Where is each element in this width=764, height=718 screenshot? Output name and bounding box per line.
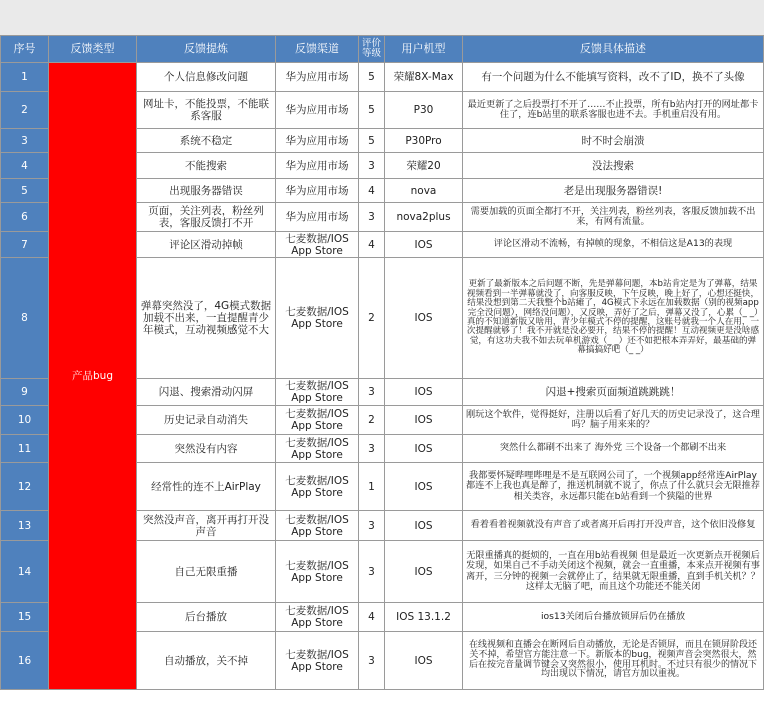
row-channel: 华为应用市场 — [276, 203, 359, 232]
row-index: 12 — [1, 463, 49, 511]
row-index: 8 — [1, 258, 49, 379]
row-index: 3 — [1, 129, 49, 153]
row-channel: 七麦数据/IOS App Store — [276, 258, 359, 379]
row-detail: 老是出现服务器错误! — [463, 179, 764, 203]
row-model: 荣耀8X-Max — [385, 63, 463, 92]
row-summary: 闪退、搜索滑动闪屏 — [137, 379, 276, 406]
row-model: P30 — [385, 92, 463, 129]
row-channel: 七麦数据/IOS App Store — [276, 406, 359, 435]
row-detail: 最近更新了之后投票打不开了……不止投票，所有b站内打开的网址都卡住了，连b站里的联系客服也进不去。手机重启没有用。 — [463, 92, 764, 129]
row-summary: 历史记录自动消失 — [137, 406, 276, 435]
row-summary: 突然没有内容 — [137, 435, 276, 463]
row-detail: 我都要怀疑哔哩哔哩是不是互联网公司了，一个视频app经常连AirPlay都连不上我也真是醉了，推送机制就不说了，你点了什么就只会无限推荐相关类容，永远都只能在b站看到一个狭隘的世界 — [463, 463, 764, 511]
row-rating: 3 — [359, 153, 385, 179]
row-rating: 1 — [359, 463, 385, 511]
row-model: IOS — [385, 406, 463, 435]
row-model: IOS — [385, 511, 463, 541]
row-detail: ios13关闭后台播放锁屏后仍在播放 — [463, 603, 764, 632]
row-channel: 华为应用市场 — [276, 179, 359, 203]
row-model: IOS — [385, 541, 463, 603]
row-channel: 七麦数据/IOS App Store — [276, 379, 359, 406]
table-row — [1, 63, 764, 92]
row-rating: 4 — [359, 179, 385, 203]
row-detail: 有一个问题为什么不能填写资料，改不了ID，换不了头像 — [463, 63, 764, 92]
row-rating: 3 — [359, 203, 385, 232]
row-summary: 突然没声音，离开再打开没声音 — [137, 511, 276, 541]
row-index: 15 — [1, 603, 49, 632]
row-index: 2 — [1, 92, 49, 129]
row-detail: 看着看着视频就没有声音了或者离开后再打开没声音，这个依旧没修复 — [463, 511, 764, 541]
row-detail: 在线视频和直播会在断网后自动播放，无论是否锁屏，而且在锁屏阶段还关不掉，希望官方能注意一下。新版本的bug，视频声音会突然很大，然后在按完音量调节键会又突然很小，使用耳机时。不过只有很少的情况下均出现以下情况，请官方加以重视。 — [463, 632, 764, 690]
row-index: 16 — [1, 632, 49, 690]
row-summary: 个人信息修改问题 — [137, 63, 276, 92]
row-rating: 3 — [359, 541, 385, 603]
row-detail: 评论区滑动不流畅，有掉帧的现象，不相信这是A13的表现 — [463, 232, 764, 258]
row-index: 1 — [1, 63, 49, 92]
row-channel: 七麦数据/IOS App Store — [276, 511, 359, 541]
row-detail: 刚玩这个软件，觉得挺好，注册以后看了好几天的历史记录没了，这合理吗？脑子用来来的？ — [463, 406, 764, 435]
row-summary: 网址卡，不能投票，不能联系客服 — [137, 92, 276, 129]
row-index: 9 — [1, 379, 49, 406]
row-index: 11 — [1, 435, 49, 463]
row-rating: 3 — [359, 632, 385, 690]
row-rating: 2 — [359, 406, 385, 435]
row-summary: 自己无限重播 — [137, 541, 276, 603]
header-type: 反馈类型 — [49, 36, 137, 63]
row-rating: 3 — [359, 511, 385, 541]
row-index: 13 — [1, 511, 49, 541]
row-summary: 后台播放 — [137, 603, 276, 632]
row-index: 4 — [1, 153, 49, 179]
row-summary: 弹幕突然没了，4G模式数据加载不出来，一直提醒青少年模式，互动视频感觉不大 — [137, 258, 276, 379]
row-index: 10 — [1, 406, 49, 435]
spreadsheet-top-bar — [0, 0, 764, 35]
header-index: 序号 — [1, 36, 49, 63]
row-channel: 七麦数据/IOS App Store — [276, 435, 359, 463]
header-rating: 评价等级 — [359, 36, 385, 63]
header-detail: 反馈具体描述 — [463, 36, 764, 63]
header-summary: 反馈提炼 — [137, 36, 276, 63]
row-detail: 更新了最新版本之后问题不断，先是弹幕问题，本b站肯定是为了弹幕，结果视频看到一半弹幕就没了，向客服反映，下午反映，晚上好了，心想还挺快，结果没想到第二天我整个b站瘫了，4G模式下永远在加载数据（别的视频app完全没问题），网络没问题），又反映，弄好了之后，弹幕又没了，心累（_ _）真的不知道新版又啥用，青少年模式不停的提醒，这账号就我一个人在用，一次提醒就够了！我不开就是没必要开，结果不停的提醒！互动视频更是没啥感觉，有这功夫我不如去玩单机游戏（_ _）还不如把根本弄弄好，最基础的弹幕搞搞好吧（_ _） — [463, 258, 764, 379]
row-summary: 评论区滑动掉帧 — [137, 232, 276, 258]
row-index: 6 — [1, 203, 49, 232]
row-rating: 5 — [359, 129, 385, 153]
row-summary: 自动播放，关不掉 — [137, 632, 276, 690]
row-detail: 闪退+搜索页面频道跳跳跳！ — [463, 379, 764, 406]
row-model: IOS — [385, 435, 463, 463]
row-channel: 七麦数据/IOS App Store — [276, 463, 359, 511]
row-rating: 4 — [359, 603, 385, 632]
header-model: 用户机型 — [385, 36, 463, 63]
row-rating: 3 — [359, 435, 385, 463]
row-summary: 经常性的连不上AirPlay — [137, 463, 276, 511]
row-channel: 七麦数据/IOS App Store — [276, 632, 359, 690]
row-detail: 需要加载的页面全都打不开，关注列表，粉丝列表，客服反馈加载不出来，有网有流量。 — [463, 203, 764, 232]
row-summary: 出现服务器错误 — [137, 179, 276, 203]
row-model: IOS — [385, 632, 463, 690]
row-rating: 2 — [359, 258, 385, 379]
row-summary: 不能搜索 — [137, 153, 276, 179]
row-rating: 5 — [359, 63, 385, 92]
row-model: IOS 13.1.2 — [385, 603, 463, 632]
row-model: nova2plus — [385, 203, 463, 232]
row-channel: 华为应用市场 — [276, 92, 359, 129]
row-detail: 时不时会崩溃 — [463, 129, 764, 153]
row-detail: 没法搜索 — [463, 153, 764, 179]
row-model: nova — [385, 179, 463, 203]
row-index: 5 — [1, 179, 49, 203]
row-channel: 七麦数据/IOS App Store — [276, 232, 359, 258]
row-channel: 华为应用市场 — [276, 153, 359, 179]
row-channel: 华为应用市场 — [276, 63, 359, 92]
row-detail: 突然什么都刷不出来了 海外党 三个设备一个都刷不出来 — [463, 435, 764, 463]
row-detail: 无限重播真的挺烦的，一直在用b站看视频 但是最近一次更新点开视频后发现，如果自己不手动关闭这个视频，就会一直重播，本来点开视频有事离开，三分钟的视频一会就停止了，结果就无限重播，直到手机关机？？这样太无脑了吧，而且这个功能还不能关闭 — [463, 541, 764, 603]
header-channel: 反馈渠道 — [276, 36, 359, 63]
row-summary: 系统不稳定 — [137, 129, 276, 153]
row-rating: 4 — [359, 232, 385, 258]
row-model: P30Pro — [385, 129, 463, 153]
row-channel: 七麦数据/IOS App Store — [276, 541, 359, 603]
row-model: IOS — [385, 463, 463, 511]
row-model: IOS — [385, 232, 463, 258]
header-row — [1, 36, 764, 63]
row-rating: 3 — [359, 379, 385, 406]
row-summary: 页面，关注列表，粉丝列表，客服反馈打不开 — [137, 203, 276, 232]
row-index: 7 — [1, 232, 49, 258]
feedback-table — [0, 35, 764, 690]
row-model: IOS — [385, 379, 463, 406]
category-cell: 产品bug — [49, 63, 137, 690]
row-model: IOS — [385, 258, 463, 379]
row-model: 荣耀20 — [385, 153, 463, 179]
row-rating: 5 — [359, 92, 385, 129]
row-channel: 七麦数据/IOS App Store — [276, 603, 359, 632]
row-channel: 华为应用市场 — [276, 129, 359, 153]
row-index: 14 — [1, 541, 49, 603]
